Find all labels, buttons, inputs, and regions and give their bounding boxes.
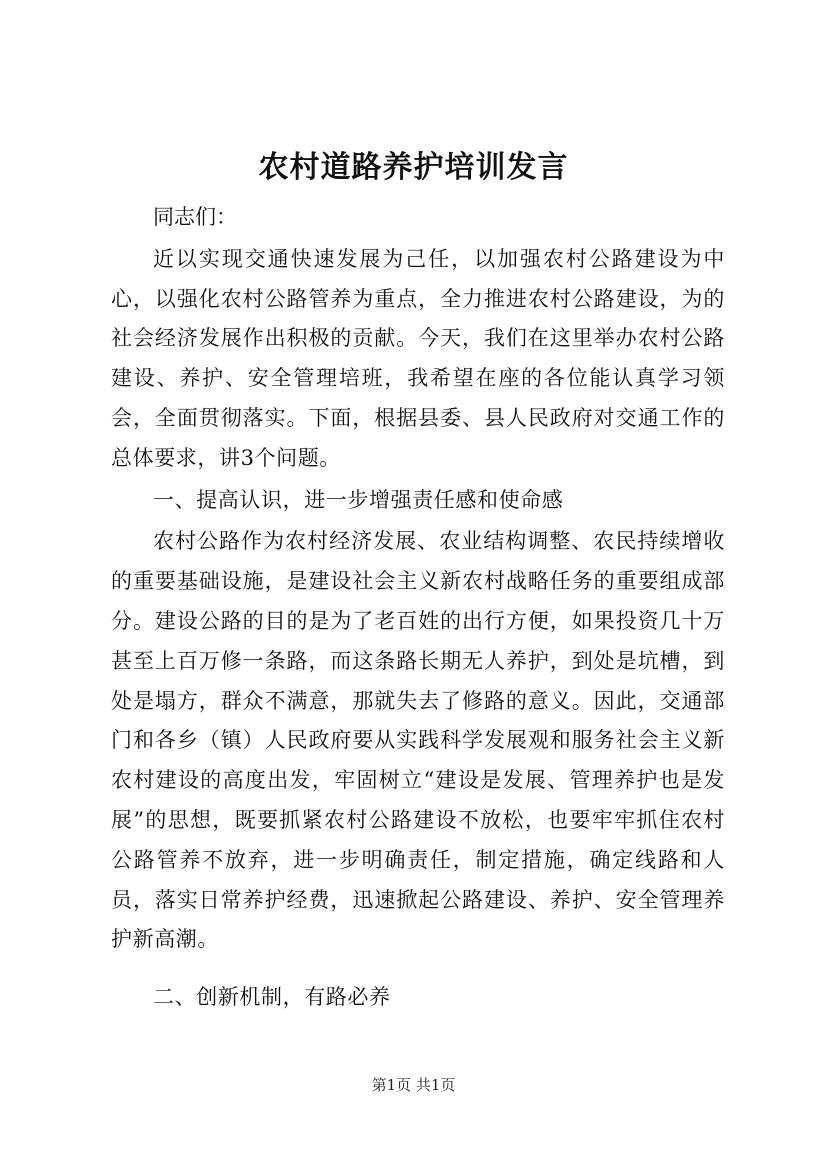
section-2-heading: 二、创新机制，有路必养	[153, 985, 391, 1010]
section-1-paragraph: 农村公路作为农村经济发展、农业结构调整、农民持续增收的重要基础设施，是建设社会主义新农村战略任务的重要组成部分。建设公路的目的是为了老百姓的出行方便，如果投资几十万甚至上百万修一条路，而这条路长期无人养护，到处是坑槽，到处是塌方，群众不满意，那就失去了修路的意义。因此，交通部门和各乡（镇）人民政府要从实践科学发展观和服务社会主义新农村建设的高度出发，牢固树立“建设是发展、管理养护也是发展”的思想，既要抓紧农村公路建设不放松，也要牢牢抓住农村公路管养不放弃，进一步明确责任，制定措施，确定线路和人员，落实日常养护经费，迅速掀起公路建设、养护、安全管理养护新高潮。	[111, 529, 725, 952]
spacer	[111, 960, 725, 978]
page-footer: 第1页 共1页	[371, 1076, 456, 1094]
document-body	[111, 198, 725, 1018]
document-title: 农村道路养护培训发言	[258, 150, 569, 185]
greeting-line: 同志们：	[153, 205, 237, 229]
intro-paragraph: 近以实现交通快速发展为己任，以加强农村公路建设为中心，以强化农村公路管养为重点，全力推进农村公路建设，为的社会经济发展作出积极的贡献。今天，我们在这里举办农村公路建设、养护、安全管理培班，我希望在座的各位能认真学习领会，全面贯彻落实。下面，根据县委、县人民政府对交通工作的总体要求，讲3个问题。	[111, 246, 725, 470]
section-1-heading: 一、提高认识，进一步增强责任感和使命感	[153, 487, 564, 512]
